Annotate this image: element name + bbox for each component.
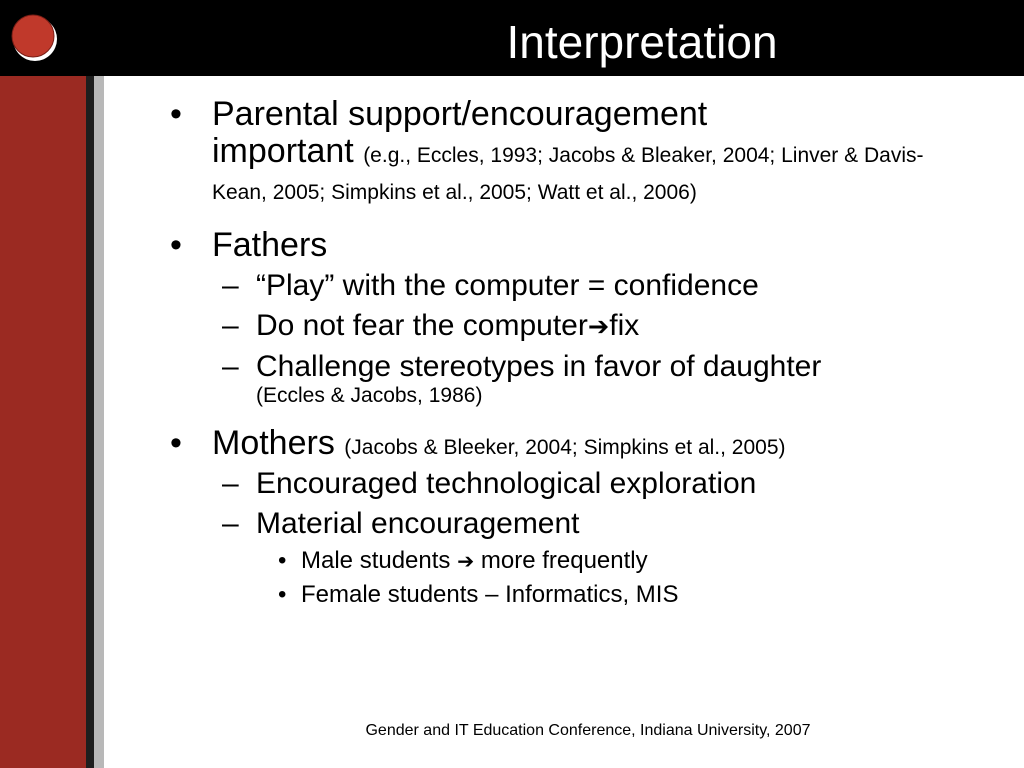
bullet-icon: • (170, 95, 182, 133)
bullet-text: Parental support/encouragement (212, 95, 708, 133)
bullet-icon: • (170, 226, 182, 264)
sidebar-divider (86, 76, 94, 768)
sub-bullet-text: Challenge stereotypes in favor of daughter (256, 350, 822, 383)
bullet-icon: • (170, 424, 182, 462)
sub-bullet-text: Encouraged technological exploration (256, 467, 757, 500)
sub-bullet-text: “Play” with the computer = confidence (256, 269, 759, 302)
bullet-icon: • (278, 547, 287, 574)
dash-icon: – (222, 507, 239, 540)
dash-icon: – (222, 309, 239, 342)
sub-sub-bullet-female (170, 580, 930, 610)
sidebar-shadow (94, 76, 104, 768)
slide-content (170, 96, 930, 610)
bullet-mothers (170, 425, 930, 462)
slide-footer (104, 722, 1024, 740)
sub-sub-bullet-male (170, 546, 930, 576)
citation: (Eccles & Jacobs, 1986) (256, 384, 483, 407)
bullet-text-cont: important (212, 132, 354, 170)
dash-icon: – (222, 467, 239, 500)
sub-sub-bullet-text: Female students – Informatics, MIS (301, 581, 679, 608)
dash-icon: – (222, 269, 239, 302)
sub-bullet-material (170, 506, 930, 542)
sub-bullet-text: Material encouragement (256, 507, 580, 540)
sub-sub-bullet-text: Male students (301, 547, 451, 574)
title-bar (0, 0, 1024, 76)
sub-sub-bullet-text-cont: more frequently (480, 547, 648, 574)
citation: (e.g., Eccles, 1993; Jacobs & Bleaker, 2004; Linver & Davis-Kean, 2005; Simpkins et al., 2005; Watt et al., 2006) (212, 144, 924, 204)
bullet-icon: • (278, 581, 287, 608)
sub-bullet-text: Do not fear the computer (256, 309, 588, 342)
bullet-parental-support (170, 96, 930, 207)
sub-bullet-fear (170, 308, 930, 345)
bullet-fathers (170, 227, 930, 264)
red-circle-logo-icon (8, 11, 60, 63)
dash-icon: – (222, 350, 239, 383)
bullet-text: Fathers (212, 226, 328, 264)
sub-bullet-play (170, 268, 930, 304)
citation: (Jacobs & Bleeker, 2004; Simpkins et al., 2005) (344, 436, 786, 459)
arrow-right-icon: ➔ (587, 312, 610, 342)
arrow-right-icon: ➔ (457, 549, 475, 573)
footer-text: Gender and IT Education Conference, Indiana University, 2007 (365, 722, 811, 739)
bullet-text: Mothers (212, 424, 335, 462)
sub-bullet-exploration (170, 466, 930, 502)
sub-bullet-stereotypes (170, 349, 930, 407)
sub-bullet-text-cont: fix (609, 309, 640, 342)
sidebar-accent (0, 76, 86, 768)
slide-title: Interpretation (506, 16, 778, 68)
